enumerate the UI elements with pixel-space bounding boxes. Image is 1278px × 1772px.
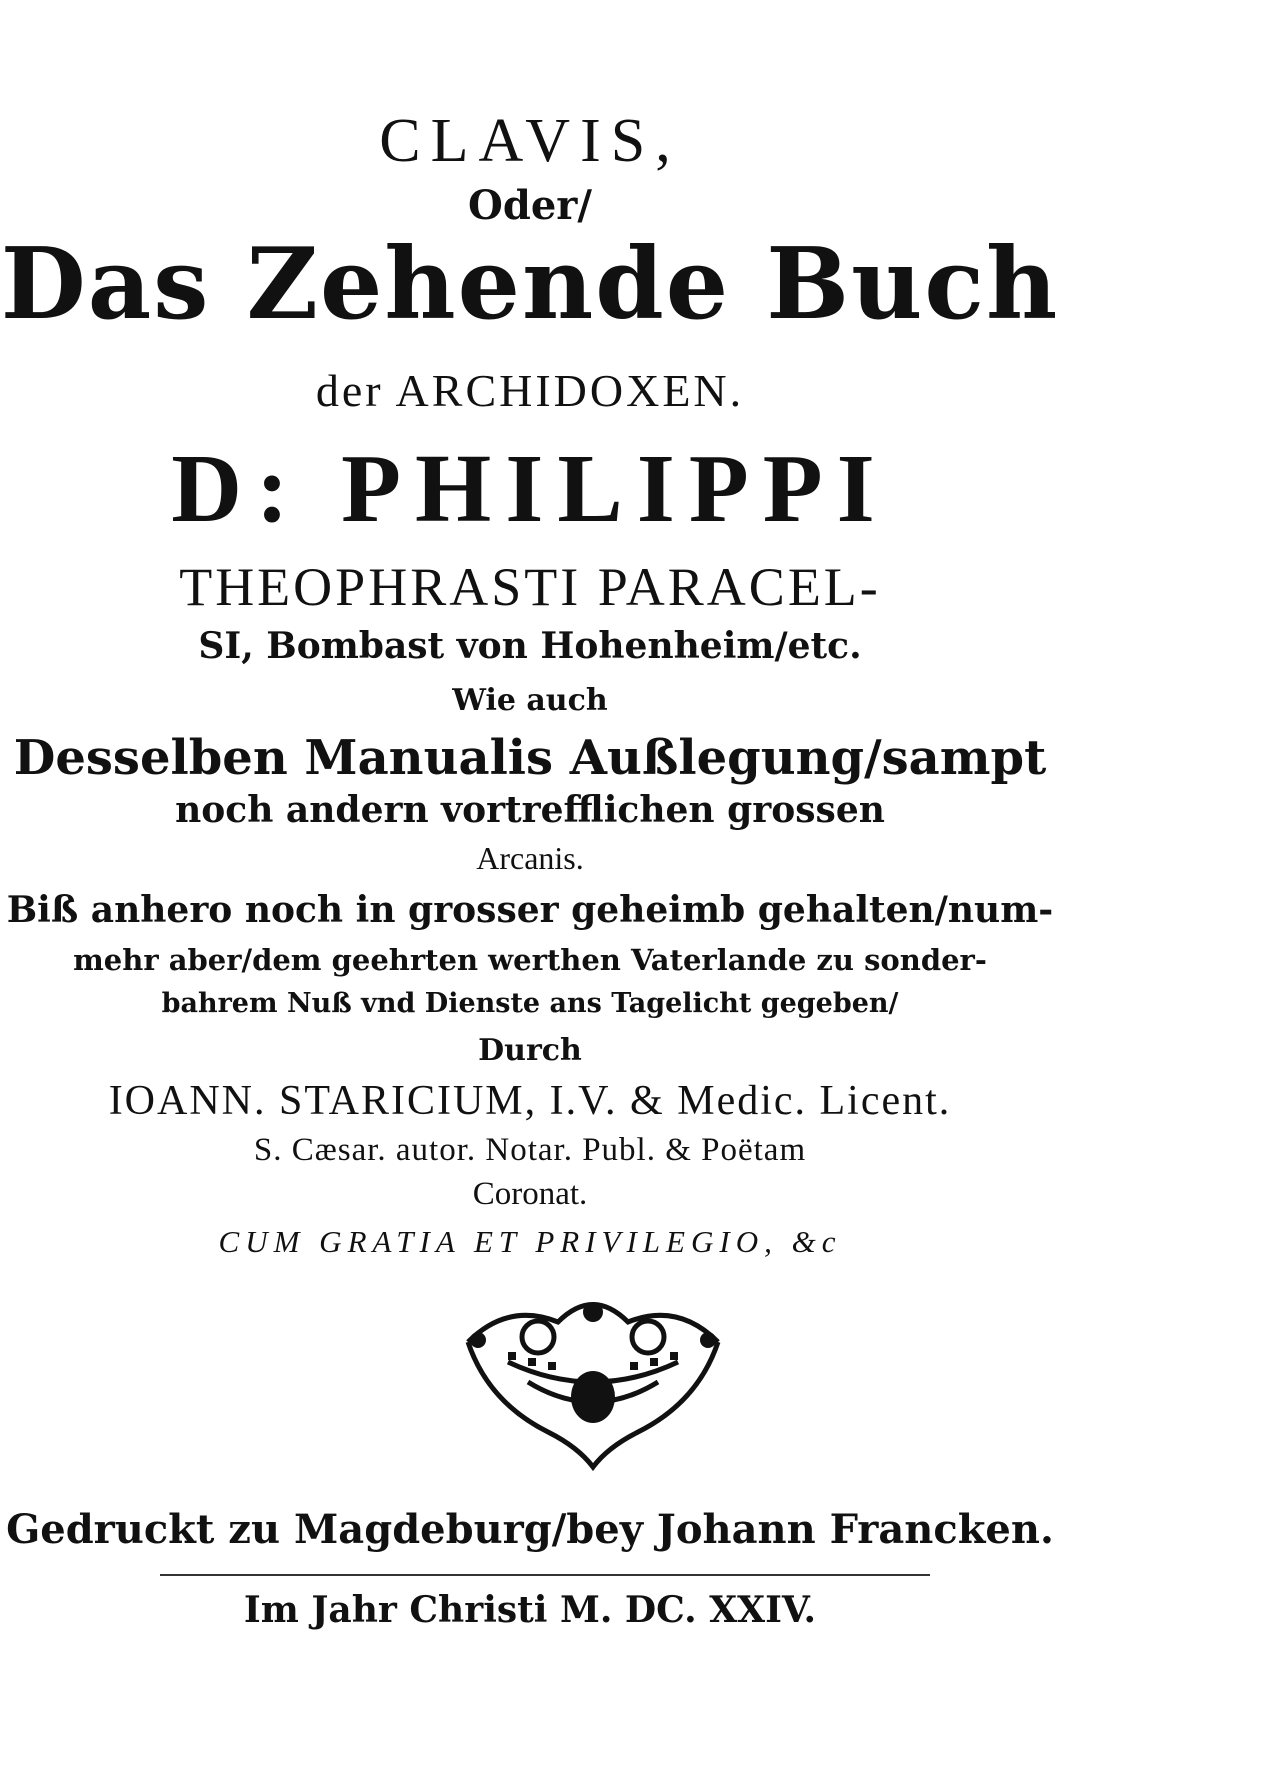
author-name-line-2: THEOPHRASTI PARACEL- (179, 557, 881, 617)
description-line-2: mehr aber/dem geehrten werthen Vaterlande zu sonder- (73, 943, 987, 977)
subtitle-line-2: noch andern vortrefflichen grossen (175, 789, 885, 831)
imprint-divider (160, 1574, 930, 1576)
subtitle-line-1: Desselben Manualis Außlegung/sampt (13, 730, 1047, 786)
author-name-line: D: PHILIPPI (171, 435, 889, 543)
editor-titles-2: Coronat. (472, 1176, 588, 1212)
editor-name: IOANN. STARICIUM, I.V. & Medic. Licent. (108, 1078, 952, 1124)
editor-titles: S. Cæsar. autor. Notar. Publ. & Poëtam (253, 1132, 807, 1168)
line-wie-auch: Wie auch (452, 683, 608, 718)
description-line-1: Biß anhero noch in grosser geheimb gehalten/num- (6, 889, 1054, 931)
imprint-year: Im Jahr Christi M. DC. XXIV. (243, 1589, 817, 1631)
main-title: Das Zehende Buch (0, 227, 1060, 342)
privilege-line: CUM GRATIA ET PRIVILEGIO, &c (218, 1224, 842, 1259)
description-line-3: bahrem Nuß vnd Dienste ans Tagelicht gegeben/ (161, 988, 899, 1019)
author-name-line-3: SI, Bombast von Hohenheim/etc. (198, 625, 862, 667)
line-archidoxen: der ARCHIDOXEN. (315, 365, 745, 416)
line-durch: Durch (478, 1033, 582, 1068)
subtitle-line-3: Arcanis. (476, 840, 584, 876)
line-oder: Oder/ (468, 182, 592, 229)
title-clavis: CLAVIS, (379, 107, 681, 175)
imprint-printer: Gedruckt zu Magdeburg/bey Johann Francken. (6, 1506, 1054, 1553)
printers-ornament-icon (448, 1282, 738, 1472)
